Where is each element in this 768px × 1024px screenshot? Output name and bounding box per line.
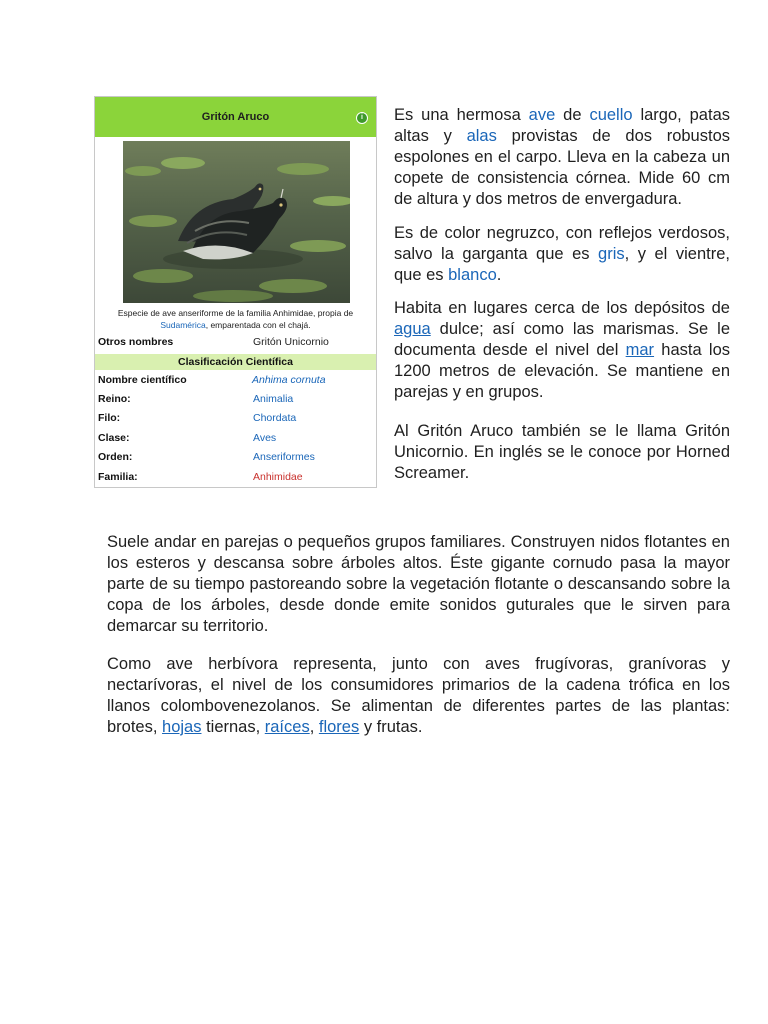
infobox-row-reino: [95, 390, 376, 409]
link-ave[interactable]: ave: [528, 106, 556, 124]
row-value-link[interactable]: Anseriformes: [253, 451, 315, 463]
caption-text: Especie de ave anseriforme de la familia Anhimidae, propia de: [117, 308, 354, 318]
row-label: Orden:: [98, 451, 133, 463]
row-label: Otros nombres: [98, 336, 174, 348]
row-label: Nombre científico: [98, 374, 187, 386]
link-cuello[interactable]: cuello: [589, 106, 633, 124]
caption-link-sudamerica[interactable]: Sudamérica: [160, 320, 206, 330]
infobox-title: Gritón Aruco: [201, 111, 270, 123]
row-label: Filo:: [98, 412, 121, 424]
caption-text-end: , emparentada con el chajá.: [205, 320, 311, 330]
classification-header: Clasificación Científica: [95, 354, 376, 370]
row-label: Familia:: [98, 471, 138, 483]
infobox-row-nombre-cientifico: [95, 371, 376, 390]
row-label: Reino:: [98, 393, 131, 405]
link-raices[interactable]: raíces: [264, 718, 310, 736]
info-icon[interactable]: i: [356, 112, 368, 124]
row-value-link[interactable]: Aves: [253, 432, 277, 444]
row-value: Anhima cornuta: [252, 374, 326, 386]
link-mar[interactable]: mar: [625, 341, 655, 359]
paragraph-description: Es una hermosa ave de cuello largo, patas altas y alas provistas de dos robustos espolones en el carpo. Lleva en la cabeza un copete de consistencia córnea. Mide 60 cm de altura y dos metros de envergadura.: [394, 106, 730, 208]
infobox-row-clase: [95, 429, 376, 448]
link-hojas[interactable]: hojas: [162, 718, 202, 736]
paragraph-color: Es de color negruzco, con reflejos verdosos, salvo la garganta que es gris, y el vientre, que es blanco.: [394, 224, 730, 284]
link-flores[interactable]: flores: [318, 718, 360, 736]
row-label: Clase:: [98, 432, 130, 444]
infobox-row-familia: [95, 468, 376, 487]
infobox-row-orden: [95, 448, 376, 467]
link-blanco[interactable]: blanco: [448, 266, 497, 284]
horned-screamer-photo: [123, 141, 350, 303]
infobox-caption: [99, 307, 372, 331]
infobox-header: [95, 97, 376, 137]
infobox-row-filo: [95, 409, 376, 428]
row-value-link[interactable]: Chordata: [253, 412, 297, 424]
infobox-row-otros-nombres: [95, 333, 376, 352]
paragraph-behavior: Suele andar en parejas o pequeños grupos familiares. Construyen nidos flotantes en los esteros y descansa sobre árboles altos. Éste gigante cornudo pasa la mayor parte de su tiempo pastoreando sobre la vegetación flotante o descansando sobre la copa de los árboles, desde donde emite sonidos guturales que le sirven para demarcar su territorio.: [107, 533, 730, 635]
row-value-link[interactable]: Anhimidae: [253, 471, 303, 483]
link-alas[interactable]: alas: [466, 127, 497, 145]
species-infobox: [94, 96, 377, 488]
link-agua[interactable]: agua: [394, 320, 431, 338]
row-value: Gritón Unicornio: [253, 336, 329, 348]
link-gris[interactable]: gris: [598, 245, 625, 263]
paragraph-names: Al Gritón Aruco también se le llama Gritón Unicornio. En inglés se le conoce por Horned Screamer.: [394, 422, 730, 482]
paragraph-diet: Como ave herbívora representa, junto con aves frugívoras, granívoras y nectarívoras, el nivel de los consumidores primarios de la cadena trófica en los llanos colombovenezolanos. Se alimentan de diferentes partes de las plantas: brotes, hojas tiernas, raíces, flores y frutas.: [107, 655, 730, 736]
row-value-link[interactable]: Animalia: [253, 393, 294, 405]
paragraph-habitat: Habita en lugares cerca de los depósitos de agua dulce; así como las marismas. Se le documenta desde el nivel del mar hasta los 1200 metros de elevación. Se mantiene en parejas y en grupos.: [394, 299, 731, 401]
